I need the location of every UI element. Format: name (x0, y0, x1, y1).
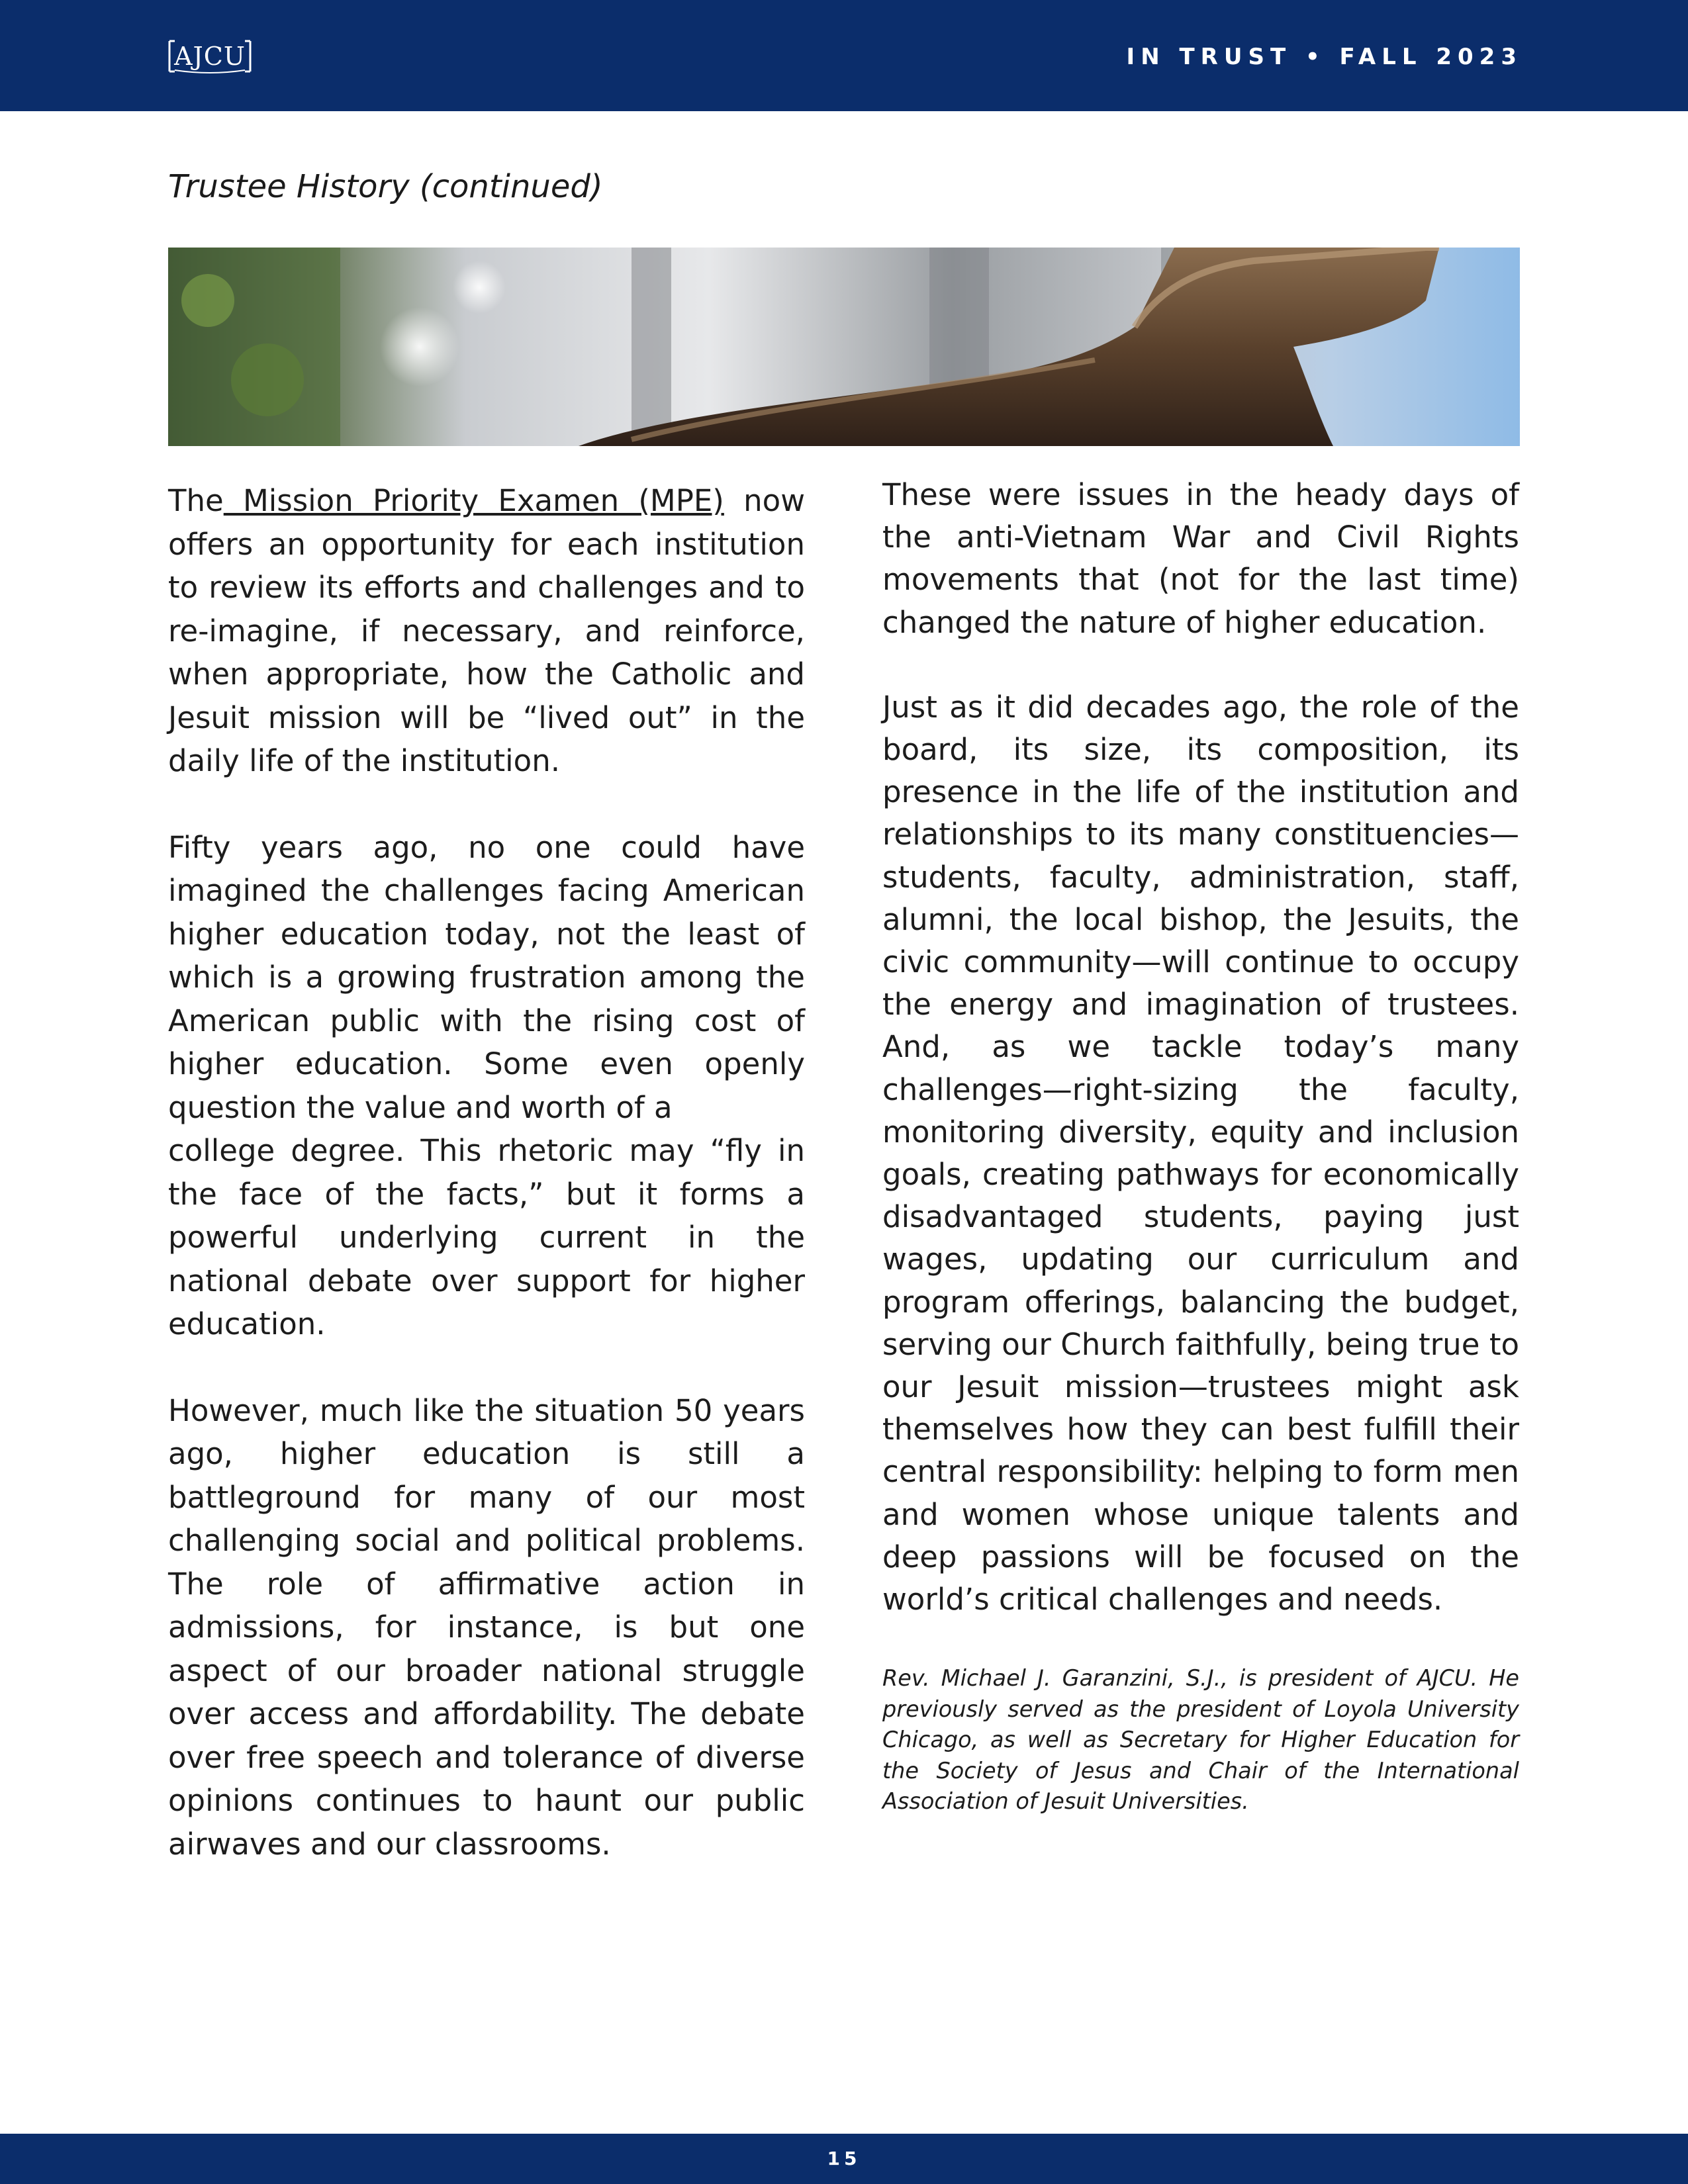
header-photo-cross-sculpture (168, 248, 1520, 446)
paragraph: Just as it did decades ago, the role of the board, its size, its composition, its presence in the life of the institution and relationships to its many constituencies—students, faculty, administration, staff, alumni, the local bishop, the Jesuits, the civic community—will continue to occupy the energy and imagination of trustees. And, as we tackle today’s many challenges—right-sizing the faculty, monitoring diversity, equity and inclusion goals, creating pathways for economically disadvantaged students, paying just wages, updating our curriculum and program offerings, balancing the budget, serving our Church faithfully, being true to our Jesuit mission—trustees might ask themselves how they can best fulfill their central responsibility: helping to form men and women whose unique talents and deep passions will be focused on the world’s critical challenges and needs. (882, 689, 1519, 1617)
paragraph-text: college degree. This rhetoric may “fly in the face of the facts,” but it forms a powerful underlying current in the national debate over support for higher education. (168, 1133, 805, 1342)
paragraph-text: now offers an opportunity for each institution to review its efforts and challenges and to re-imagine, if necessary, and reinforce, when appropriate, how the Catholic and Jesuit mission will be “lived out” in the daily life of the institution. (168, 483, 805, 778)
left-column (168, 479, 805, 1909)
paragraph-prefix: The (168, 483, 224, 518)
paragraph: These were issues in the heady days of the anti-Vietnam War and Civil Rights movements that (not for the last time) changed the nature of higher education. (882, 477, 1519, 640)
logo-text: AJCU (174, 42, 246, 71)
paragraph: However, much like the situation 50 years ago, higher education is still a battleground for many of our most challenging social and political problems. The role of affirmative action in admissions, for instance, is but one aspect of our broader national struggle over access and affordability. The debate over free speech and tolerance of diverse opinions continues to haunt our public airwaves and our classrooms. (168, 1392, 805, 1862)
ajcu-logo[interactable] (165, 38, 254, 74)
page-number: 15 (827, 2148, 861, 2169)
section-title: Trustee History (continued) (168, 168, 603, 205)
author-bio: Rev. Michael J. Garanzini, S.J., is president of AJCU. He previously served as the president of Loyola University Chicago, as well as Secretary for Higher Education for the Society of Jesus and Chair of the International Association of Jesuit Universities. (882, 1665, 1519, 1815)
mpe-link[interactable]: Mission Priority Examen (MPE) (223, 483, 724, 518)
paragraph (168, 479, 805, 783)
issue-label: IN TRUST • FALL 2023 (1126, 44, 1523, 70)
paragraph (168, 826, 805, 1346)
paragraph-text: Fifty years ago, no one could have imagined the challenges facing American higher education today, not the least of which is a growing frustration among the American public with the rising cost of higher education. Some even openly question the value and worth of a (168, 829, 805, 1125)
right-column (882, 474, 1519, 1860)
